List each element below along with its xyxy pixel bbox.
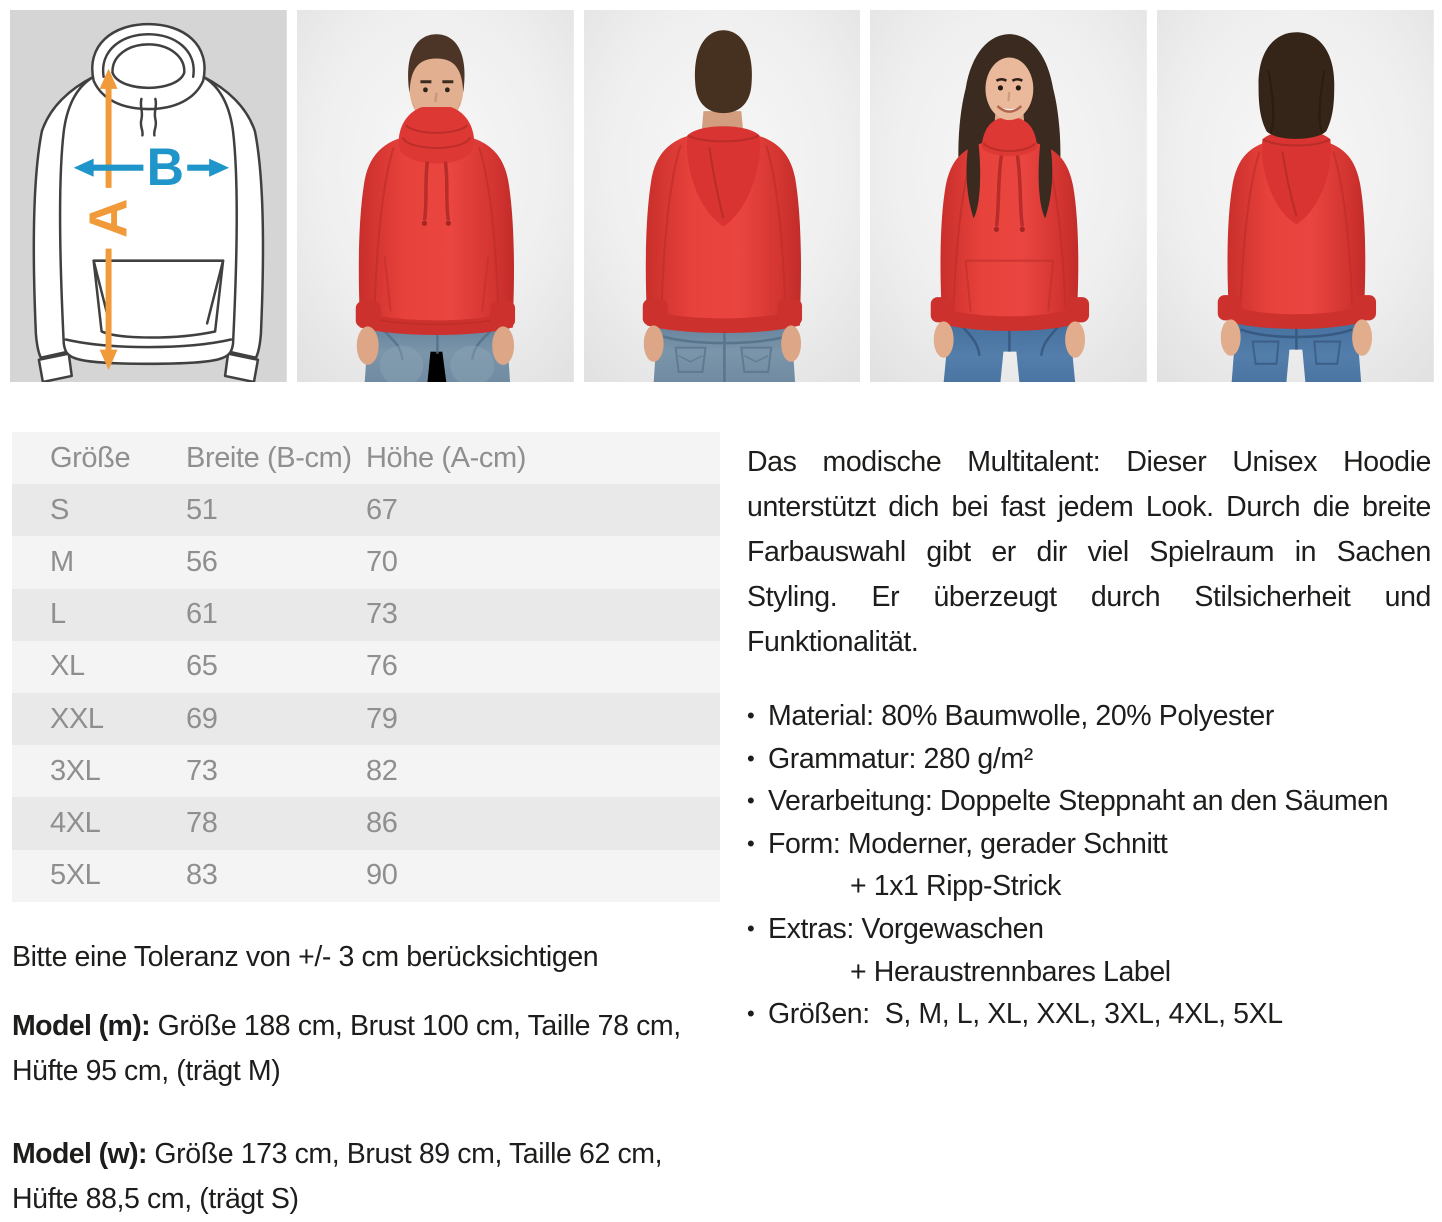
male-front-illustration (297, 10, 574, 382)
cell-breite: 61 (186, 598, 218, 631)
cell-hoehe: 90 (366, 859, 398, 892)
table-row-xxl (12, 693, 720, 745)
gallery-item-female-back (1157, 10, 1434, 382)
cell-size: XL (50, 650, 85, 683)
bullet-icon: • (747, 1001, 755, 1027)
product-description (747, 440, 1431, 1036)
cell-hoehe: 79 (366, 702, 398, 735)
product-gallery (10, 10, 1434, 382)
cell-hoehe: 67 (366, 493, 398, 526)
col-header-groesse: Größe (50, 441, 131, 474)
col-header-breite: Breite (B-cm) (186, 441, 352, 474)
bullet-icon: • (747, 830, 755, 856)
female-front-left-hand (934, 321, 954, 357)
tolerance-note: Bitte eine Toleranz von +/- 3 cm berücksichtigen (12, 941, 599, 973)
table-row-m (12, 536, 720, 588)
bullet-icon: • (747, 745, 755, 771)
bullet-icon: • (747, 788, 755, 814)
gallery-item-female-front (870, 10, 1147, 382)
cell-size: 3XL (50, 754, 101, 787)
feature-grammatur: • Grammatur: 280 g/m² (747, 738, 1431, 781)
gallery-item-male-back (584, 10, 861, 382)
cell-size: L (50, 598, 66, 631)
male-front-right-hand (492, 326, 514, 364)
table-row-l (12, 589, 720, 641)
male-front-left-hand (357, 326, 379, 364)
female-back-left-hand (1221, 319, 1241, 355)
table-row-s (12, 484, 720, 536)
col-header-hoehe: Höhe (A-cm) (366, 441, 526, 474)
bullet-icon: • (747, 703, 755, 728)
label-A: A (78, 198, 139, 238)
male-back-illustration (584, 10, 861, 382)
model-w-text: Größe 173 cm, Brust 89 cm, Taille 62 cm, Hüfte 88,5 cm, (trägt S) (12, 1138, 663, 1215)
male-back-right-hand (781, 325, 801, 361)
cell-breite: 73 (186, 754, 218, 787)
cell-hoehe: 82 (366, 754, 398, 787)
feature-material: • Material: 80% Baumwolle, 20% Polyester (747, 695, 1431, 738)
cell-hoehe: 73 (366, 598, 398, 631)
description-intro: Das modische Multitalent: Dieser Unisex Hoodie unterstützt dich bei fast jedem Look. Durch die breite Farbauswahl gibt er dir viel Spielraum in Sachen Styling. Er überzeugt durch Stilsicherheit und Funktionalität. (747, 446, 1431, 658)
cell-size: 4XL (50, 806, 101, 839)
cell-size: XXL (50, 702, 104, 735)
table-row-3xl (12, 745, 720, 797)
model-m-text: Größe 188 cm, Brust 100 cm, Taille 78 cm, Hüfte 95 cm, (trägt M) (12, 1010, 681, 1087)
feature-extras-sub: + Heraustrennbares Label (850, 955, 1171, 988)
male-back-hoodie (642, 126, 801, 333)
size-table (12, 432, 720, 902)
female-front-right-hand (1066, 321, 1086, 357)
male-back-hair (694, 30, 751, 113)
model-m-measurements (12, 1004, 726, 1094)
cell-size: 5XL (50, 859, 101, 892)
model-w-measurements (12, 1132, 726, 1222)
female-back-illustration (1157, 10, 1434, 382)
cell-breite: 78 (186, 806, 218, 839)
cell-breite: 69 (186, 702, 218, 735)
cell-breite: 83 (186, 859, 218, 892)
cell-size: M (50, 545, 74, 578)
female-back-right-hand (1352, 319, 1372, 355)
cell-breite: 56 (186, 545, 218, 578)
bullet-icon: • (747, 915, 755, 941)
cell-breite: 65 (186, 650, 218, 683)
feature-form: • Form: Moderner, gerader Schnitt (747, 823, 1431, 866)
feature-verarbeitung: • Verarbeitung: Doppelte Steppnaht an den Säumen (747, 780, 1431, 823)
model-m-label: Model (m): (12, 1010, 151, 1042)
model-w-label: Model (w): (12, 1138, 147, 1170)
cell-hoehe: 86 (366, 806, 398, 839)
cell-breite: 51 (186, 493, 218, 526)
size-table-header-row (12, 432, 720, 484)
table-row-4xl (12, 797, 720, 849)
cell-size: S (50, 493, 69, 526)
cell-hoehe: 76 (366, 650, 398, 683)
female-front-illustration (870, 10, 1147, 382)
gallery-item-size-diagram (10, 10, 287, 382)
table-row-xl (12, 641, 720, 693)
male-back-left-hand (643, 325, 663, 361)
feature-form-sub: + 1x1 Ripp-Strick (850, 870, 1061, 903)
feature-list (747, 695, 1431, 1036)
table-row-5xl (12, 850, 720, 902)
feature-extras: • Extras: Vorgewaschen (747, 908, 1431, 951)
label-B: B (146, 138, 185, 197)
cell-hoehe: 70 (366, 545, 398, 578)
feature-groessen: • Größen: S, M, L, XL, XXL, 3XL, 4XL, 5XL (747, 993, 1431, 1036)
gallery-item-male-front (297, 10, 574, 382)
size-diagram-illustration (10, 10, 287, 382)
